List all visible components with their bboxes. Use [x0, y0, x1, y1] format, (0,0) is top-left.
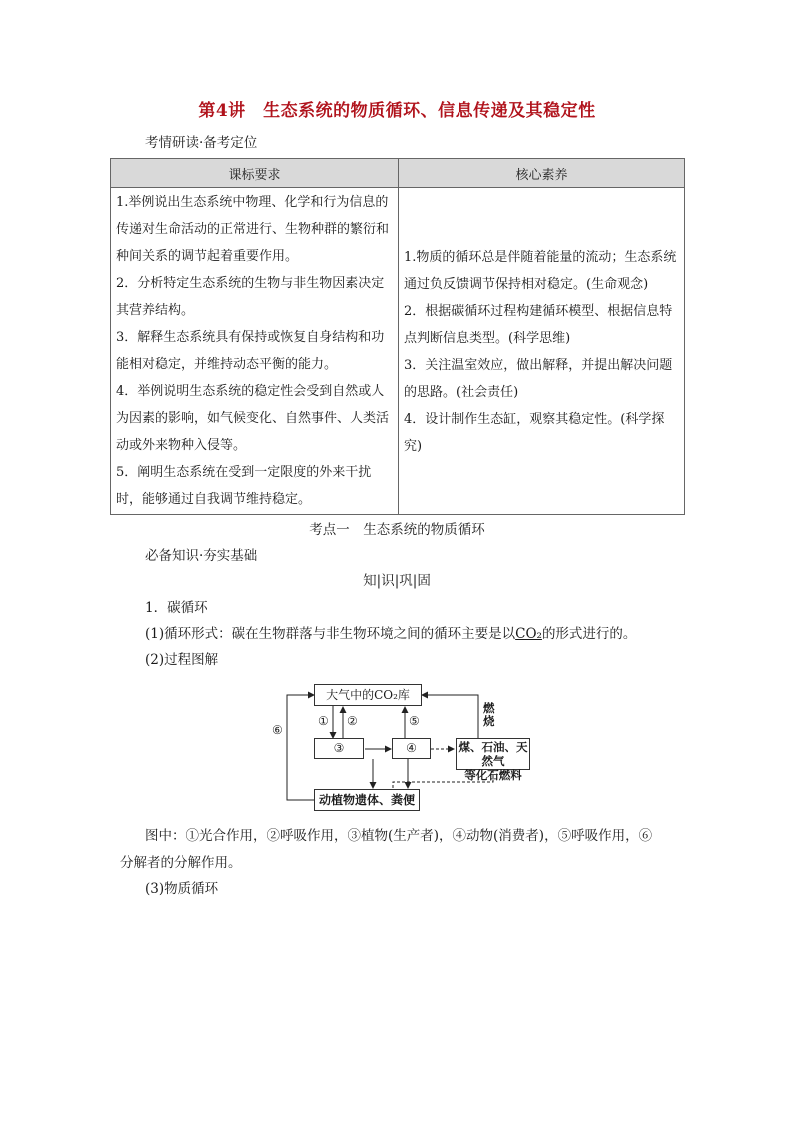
caption-line-1: 图中：①光合作用，②呼吸作用，③植物(生产者)，④动物(消费者)，⑤呼吸作用，⑥ [145, 828, 653, 844]
item-1-1-suffix: 的形式进行的。 [541, 626, 637, 642]
caption-line-2: 分解者的分解作用。 [120, 855, 242, 871]
zhishi-heading: 知|识|巩|固 [363, 573, 431, 589]
header-literacy: 核心素养 [399, 159, 685, 188]
remains-box: 动植物遗体、粪便 [314, 789, 420, 811]
curriculum-requirements [111, 188, 399, 515]
item-1-3: (3)物质循环 [145, 881, 219, 897]
consumer-box: ④ [392, 738, 431, 759]
requirement-item: 1.举例说出生态系统中物理、化学和行为信息的传递对生命活动的正常进行、生物种群的繁衍和种间关系的调节起着重要作用。 [116, 195, 390, 264]
fossil-line-2: 等化石燃料 [464, 768, 522, 782]
answer-blank: CO₂ [515, 626, 542, 642]
label-photosynthesis: ① [318, 714, 329, 728]
section-label: 考情研读·备考定位 [145, 135, 258, 151]
literacy-item: 2．根据碳循环过程构建循环模型、根据信息特点判断信息类型。(科学思维) [404, 304, 673, 346]
atmosphere-co2-pool: 大气中的CO₂库 [314, 684, 422, 706]
literacy-item: 1.物质的循环总是伴随着能量的流动；生态系统通过负反馈调节保持相对稳定。(生命观念) [404, 250, 677, 292]
label-consumer-respiration: ⑤ [409, 714, 420, 728]
item-1-2: (2)过程图解 [145, 652, 219, 668]
bibei-heading: 必备知识·夯实基础 [145, 548, 258, 564]
label-burning: 燃烧 [483, 701, 495, 728]
kaodian-heading: 考点一 生态系统的物质循环 [309, 522, 485, 538]
literacy-item: 3．关注温室效应，做出解释，并提出解决问题的思路。(社会责任) [404, 358, 673, 400]
literacy-item: 4．设计制作生态缸，观察其稳定性。(科学探究) [404, 412, 665, 454]
item-1-1-prefix: (1)循环形式：碳在生物群落与非生物环境之间的循环主要是以 [145, 626, 516, 642]
fossil-fuel-box [456, 738, 530, 782]
header-curriculum: 课标要求 [111, 159, 399, 188]
standards-table [110, 158, 685, 515]
requirement-item: 3．解释生态系统具有保持或恢复自身结构和功能相对稳定，并维持动态平衡的能力。 [116, 330, 385, 372]
fossil-line-1: 煤、石油、天然气 [458, 740, 528, 768]
label-decomposition: ⑥ [272, 723, 283, 737]
item-1-1 [145, 626, 636, 643]
core-literacy [399, 188, 685, 515]
carbon-cycle-diagram [270, 678, 530, 818]
producer-box: ③ [314, 738, 364, 759]
label-respiration: ② [347, 714, 358, 728]
requirement-item: 4．举例说明生态系统的稳定性会受到自然或人为因素的影响，如气候变化、自然事件、人类活动或外来物种入侵等。 [116, 384, 390, 453]
item-1-heading: 1．碳循环 [145, 600, 208, 616]
page-title: 第4讲 生态系统的物质循环、信息传递及其稳定性 [198, 101, 596, 121]
requirement-item: 2．分析特定生态系统的生物与非生物因素决定其营养结构。 [116, 276, 385, 318]
requirement-item: 5．阐明生态系统在受到一定限度的外来干扰时，能够通过自我调节维持稳定。 [116, 465, 372, 507]
